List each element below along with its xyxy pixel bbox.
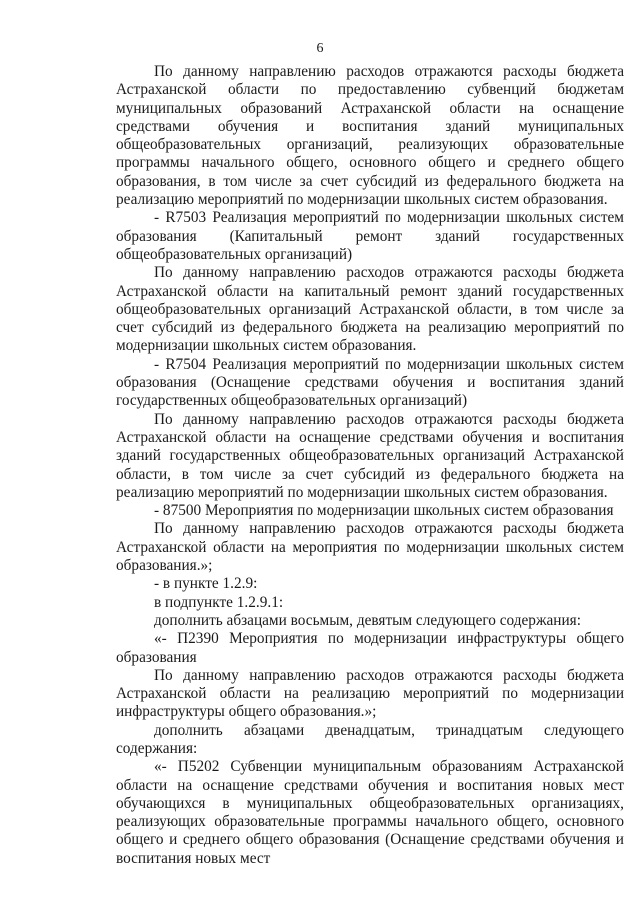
document-body	[116, 63, 624, 868]
paragraph: «- П2390 Мероприятия по модернизации инфраструктуры общего образования	[116, 630, 624, 666]
paragraph: По данному направлению расходов отражаются расходы бюджета Астраханской области на капитальный ремонт зданий государственных общеобразовательных организаций Астраханской области, в том числе за счет субсидий из федерального бюджета на реализацию мероприятий по модернизации школьных систем образования.	[116, 264, 624, 355]
paragraph: - R7503 Реализация мероприятий по модернизации школьных систем образования (Капитальный ремонт зданий государственных общеобразовательных организаций)	[116, 209, 624, 263]
paragraph: в подпункте 1.2.9.1:	[154, 593, 284, 611]
paragraph: По данному направлению расходов отражаются расходы бюджета Астраханской области на реализацию мероприятий по модернизации инфраструктуры общего образования.»;	[116, 666, 624, 721]
paragraph: дополнить абзацами двенадцатым, тринадцатым следующего содержания:	[116, 721, 624, 757]
paragraph: - R7504 Реализация мероприятий по модернизации школьных систем образования (Оснащение средствами обучения и воспитания зданий государственных общеобразовательных организаций)	[116, 355, 624, 410]
paragraph: - в пункте 1.2.9:	[154, 575, 258, 593]
paragraph: «- П5202 Субвенции муниципальным образованиям Астраханской области на оснащение средствами обучения и воспитания новых мест обучающихся в муниципальных общеобразовательных организациях, реализующих образовательные программы начального общего, основного общего и среднего общего образования (Оснащение средствами обучения и воспитания новых мест	[116, 758, 624, 867]
paragraph: По данному направлению расходов отражаются расходы бюджета Астраханской области по предоставлению субвенций бюджетам муниципальных образований Астраханской области на оснащение средствами обучения и воспитания зданий муниципальных общеобразовательных организаций, реализующих образовательные программы начального общего, основного общего и среднего общего образования, в том числе за счет субсидий из федерального бюджета на реализацию мероприятий по модернизации школьных систем образования.	[116, 63, 624, 209]
paragraph: По данному направлению расходов отражаются расходы бюджета Астраханской области на оснащение средствами обучения и воспитания зданий государственных общеобразовательных организаций Астраханской области, в том числе за счет субсидий из федерального бюджета на реализацию мероприятий по модернизации школьных систем образования.	[116, 410, 624, 501]
paragraph: дополнить абзацами восьмым, девятым следующего содержания:	[154, 611, 581, 629]
paragraph: По данному направлению расходов отражаются расходы бюджета Астраханской области на мероприятия по модернизации школьных систем образования.»;	[116, 520, 624, 575]
paragraph: - 87500 Мероприятия по модернизации школьных систем образования	[154, 502, 614, 520]
page-number: 6	[316, 41, 324, 56]
